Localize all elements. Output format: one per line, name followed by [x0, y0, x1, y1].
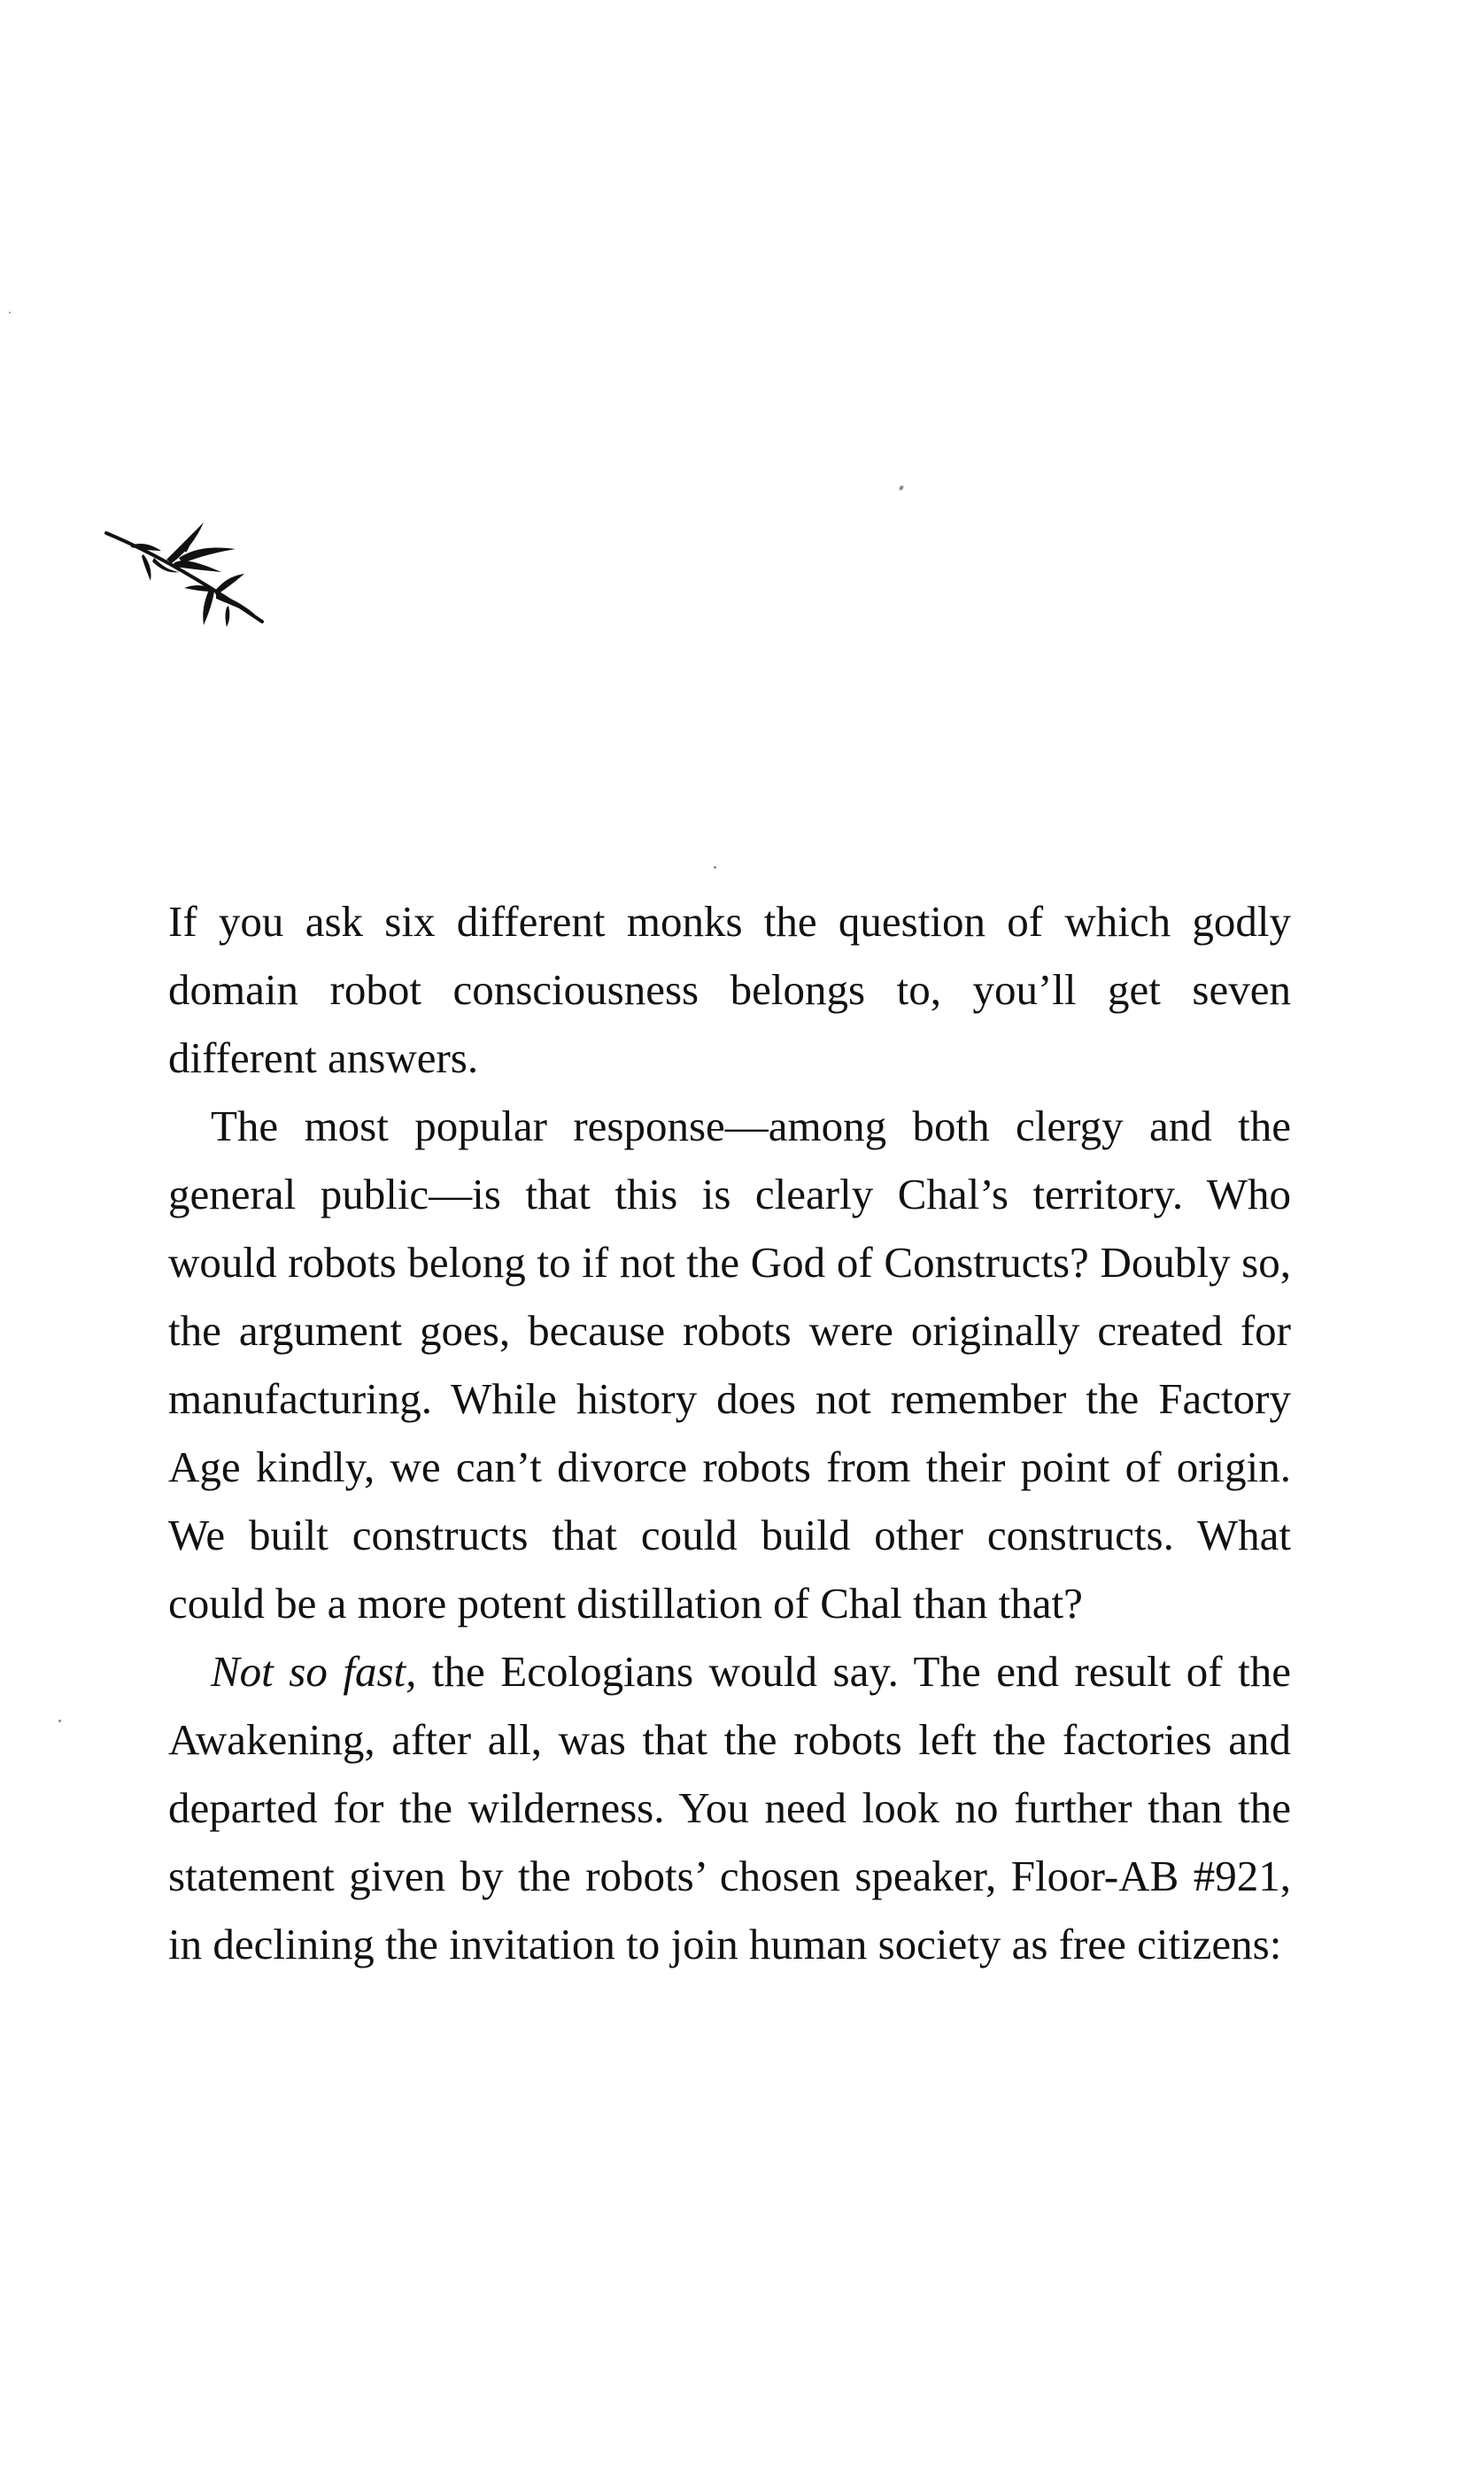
paragraph-1-text: If you ask six different monks the question of which godly domain robot consciousness belongs to, you’ll get seven different answers. — [168, 897, 1291, 1082]
paragraph-3 — [168, 1637, 1291, 1978]
page-speck — [9, 312, 11, 313]
paragraph-2-text: The most popular response—among both clergy and the general public—is that this is clearly Chal’s territory. Who would robots belong to if not the God of Constructs? Doubly so, the argument goes, because robots were originally created for manufacturing. While history does not remember the Factory Age kindly, we can’t divorce robots from their point of origin. We built constructs that could build other constructs. What could be a more potent distillation of Chal than that? — [168, 1102, 1291, 1628]
paragraph-2 — [168, 1092, 1291, 1637]
bamboo-branch-icon — [104, 522, 271, 627]
page-speck — [714, 866, 716, 869]
body-text — [168, 887, 1291, 1978]
paragraph-3-italic-lead: Not so fast, — [211, 1647, 417, 1696]
page-speck — [899, 484, 905, 491]
paragraph-3-text: the Ecologians would say. The end result of the Awakening, after all, was that the robots left the factories and departed for the wilderness. You need look no further than the statement given by the robots’ chosen speaker, Floor-AB #921, in declining the invitation to join human society as free citizens: — [168, 1647, 1291, 1968]
page-speck — [58, 1720, 61, 1722]
paragraph-1 — [168, 887, 1291, 1092]
